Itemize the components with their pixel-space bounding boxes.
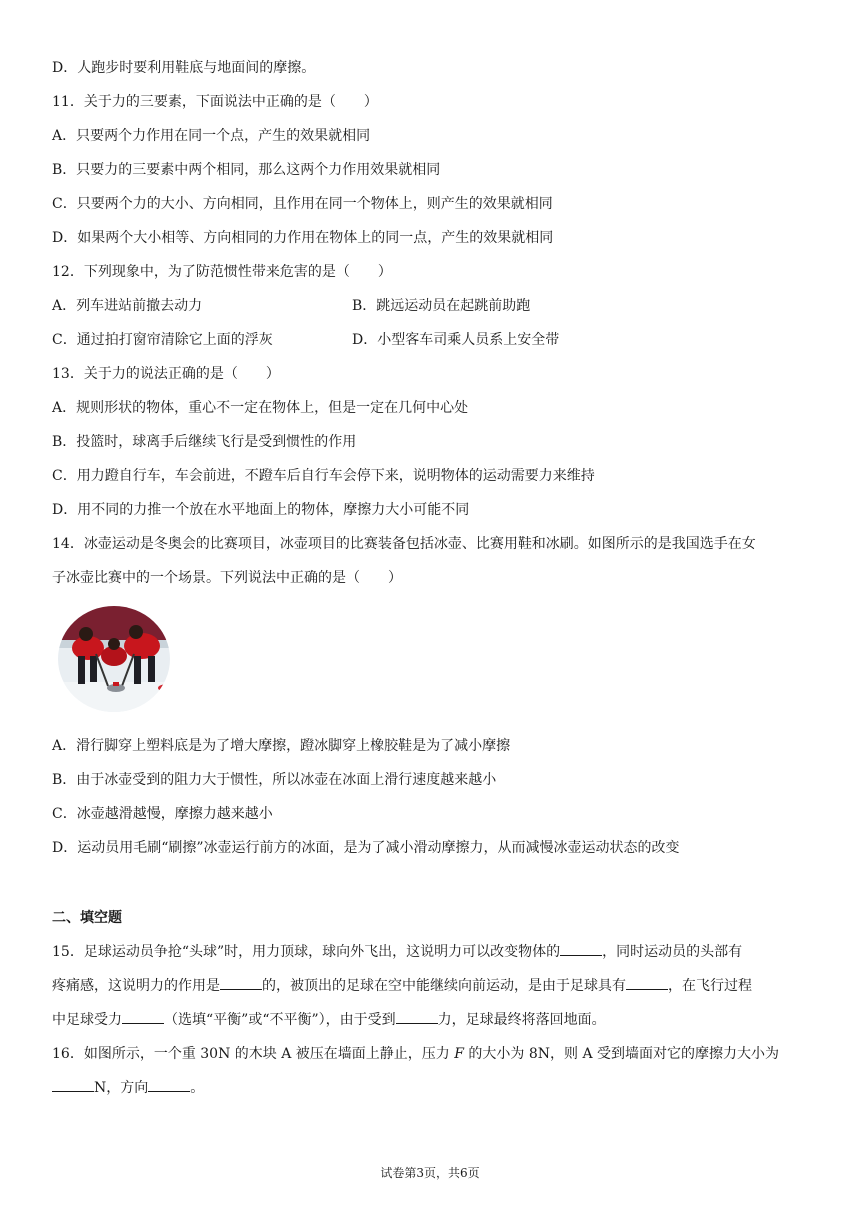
curling-photo [56, 604, 186, 714]
answer-blank[interactable] [626, 975, 668, 990]
q10-option-d: D．人跑步时要利用鞋底与地面间的摩擦。 [52, 60, 316, 76]
q15-text-3c: 力，足球最终将落回地面。 [437, 1012, 606, 1028]
q13-option-b: B．投篮时，球离手后继续飞行是受到惯性的作用 [52, 434, 357, 450]
q12-option-d: D．小型客车司乘人员系上安全带 [352, 332, 560, 348]
q15-line3 [52, 1009, 820, 1031]
q15-text-1b: ，同时运动员的头部有 [602, 944, 743, 960]
q11-option-c: C．只要两个力的大小、方向相同，且作用在同一个物体上，则产生的效果就相同 [52, 196, 553, 212]
q12-option-c: C．通过拍打窗帘清除它上面的浮灰 [52, 332, 273, 348]
q13-option-c: C．用力蹬自行车，车会前进，不蹬车后自行车会停下来，说明物体的运动需要力来维持 [52, 468, 595, 484]
q15-text-2c: ，在飞行过程 [668, 978, 752, 994]
q12-option-a: A．列车进站前撤去动力 [52, 298, 203, 314]
q12-row2 [52, 329, 820, 351]
force-variable: F [454, 1046, 464, 1062]
section-title-fill-in: 二、填空题 [52, 910, 122, 926]
q16-text-2a: N，方向 [94, 1080, 149, 1096]
q15-text-1a: 15．足球运动员争抢“头球”时，用力顶球，球向外飞出，这说明力可以改变物体的 [52, 944, 561, 960]
q14-stem-line1: 14．冰壶运动是冬奥会的比赛项目，冰壶项目的比赛装备包括冰壶、比赛用鞋和冰刷。如图所示的是我国选手在女 [52, 536, 756, 552]
q13-stem: 13．关于力的说法正确的是（ ） [52, 366, 280, 382]
q11-stem: 11．关于力的三要素，下面说法中正确的是（ ） [52, 94, 378, 110]
page-footer: 试卷第3页，共6页 [380, 1166, 480, 1180]
q12-row1 [52, 295, 820, 317]
q12-option-b: B．跳远运动员在起跳前助跑 [352, 298, 531, 314]
q15-text-3a: 中足球受力 [52, 1012, 122, 1028]
answer-blank[interactable] [220, 975, 262, 990]
q15-text-2a: 疼痛感，这说明力的作用是 [52, 978, 220, 994]
answer-blank[interactable] [148, 1077, 190, 1092]
q14-option-b: B．由于冰壶受到的阻力大于惯性，所以冰壶在冰面上滑行速度越来越小 [52, 772, 497, 788]
q16-text-1a: 16．如图所示，一个重 30N 的木块 A 被压在墙面上静止，压力 [52, 1046, 450, 1062]
q15-text-3b: （选填“平衡”或“不平衡”），由于受到 [164, 1012, 396, 1028]
answer-blank[interactable] [122, 1009, 164, 1024]
answer-blank[interactable] [52, 1077, 94, 1092]
q13-option-a: A．规则形状的物体，重心不一定在物体上，但是一定在几何中心处 [52, 400, 469, 416]
answer-blank[interactable] [396, 1009, 438, 1024]
q14-option-a: A．滑行脚穿上塑料底是为了增大摩擦，蹬冰脚穿上橡胶鞋是为了减小摩擦 [52, 738, 511, 754]
q14-stem-line2: 子冰壶比赛中的一个场景。下列说法中正确的是（ ） [52, 570, 402, 586]
q16-text-1b: 的大小为 8N，则 A 受到墙面对它的摩擦力大小为 [468, 1046, 780, 1062]
q13-option-d: D．用不同的力推一个放在水平地面上的物体，摩擦力大小可能不同 [52, 502, 470, 518]
q14-option-c: C．冰壶越滑越慢，摩擦力越来越小 [52, 806, 273, 822]
q14-option-d: D．运动员用毛刷“刷擦”冰壶运行前方的冰面，是为了减小滑动摩擦力，从而减慢冰壶运动状态的改变 [52, 840, 680, 856]
q15-line2 [52, 975, 820, 997]
q11-option-b: B．只要力的三要素中两个相同，那么这两个力作用效果就相同 [52, 162, 441, 178]
q16-line2 [52, 1077, 820, 1099]
answer-blank[interactable] [560, 941, 602, 956]
q11-option-a: A．只要两个力作用在同一个点，产生的效果就相同 [52, 128, 371, 144]
q12-stem: 12．下列现象中，为了防范惯性带来危害的是（ ） [52, 264, 392, 280]
q16-text-2b: 。 [190, 1080, 205, 1096]
q11-option-d: D．如果两个大小相等、方向相同的力作用在物体上的同一点，产生的效果就相同 [52, 230, 554, 246]
q16-line1 [52, 1043, 820, 1065]
q15-line1 [52, 941, 820, 963]
q15-text-2b: 的，被顶出的足球在空中能继续向前运动，是由于足球具有 [262, 978, 626, 994]
